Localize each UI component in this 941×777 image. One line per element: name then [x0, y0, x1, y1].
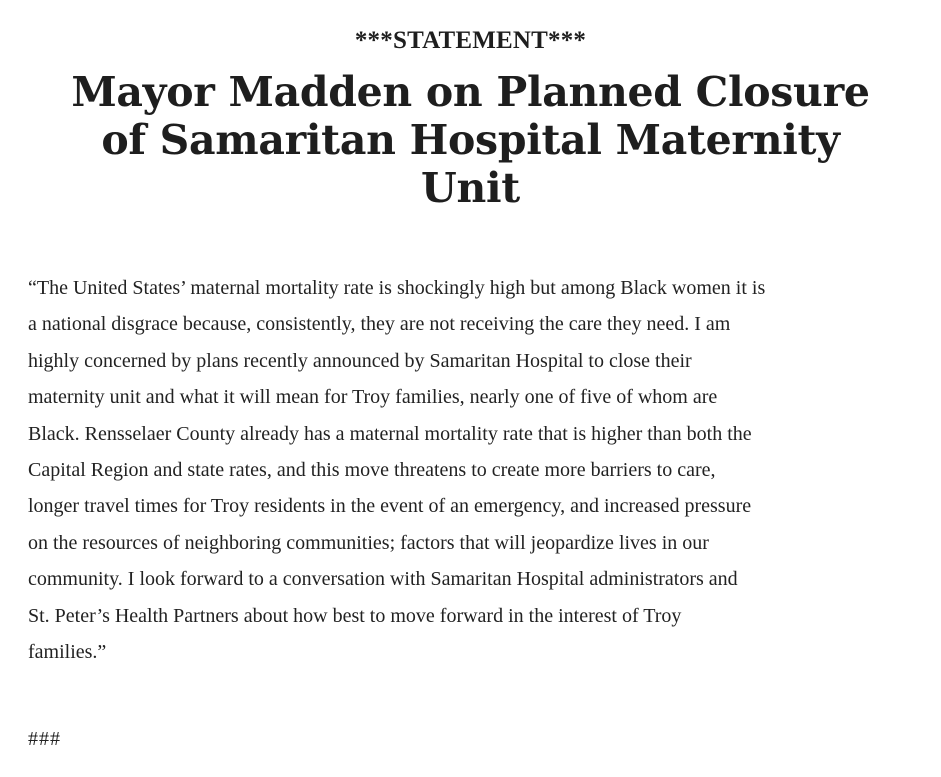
quote-line: longer travel times for Troy residents in the event of an emergency, and increased pressure: [28, 495, 752, 518]
quote-line: a national disgrace because, consistently, they are not receiving the care they need. I am: [28, 313, 731, 336]
statement-label: ***STATEMENT***: [354, 27, 587, 54]
title-line: Mayor Madden on Planned Closure: [71, 68, 870, 116]
quote-line: highly concerned by plans recently announced by Samaritan Hospital to close their: [28, 349, 692, 372]
quote-line: St. Peter’s Health Partners about how best to move forward in the interest of Troy: [28, 604, 682, 627]
statement-quote: [28, 270, 918, 670]
quote-line: on the resources of neighboring communities; factors that will jeopardize lives in our: [28, 531, 709, 554]
quote-line: Black. Rensselaer County already has a maternal mortality rate that is higher than both the: [28, 422, 752, 445]
title-line: Unit: [421, 164, 520, 212]
quote-line: “The United States’ maternal mortality rate is shockingly high but among Black women it is: [28, 277, 766, 299]
quote-line: maternity unit and what it will mean for Troy families, nearly one of five of whom are: [28, 386, 718, 409]
quote-line: Capital Region and state rates, and this move threatens to create more barriers to care,: [28, 459, 716, 482]
end-of-release-mark: ###: [28, 728, 61, 750]
quote-line: families.”: [28, 641, 107, 664]
page-title: [20, 68, 921, 212]
title-line: of Samaritan Hospital Maternity: [101, 116, 840, 164]
quote-line: community. I look forward to a conversation with Samaritan Hospital administrators and: [28, 568, 738, 591]
